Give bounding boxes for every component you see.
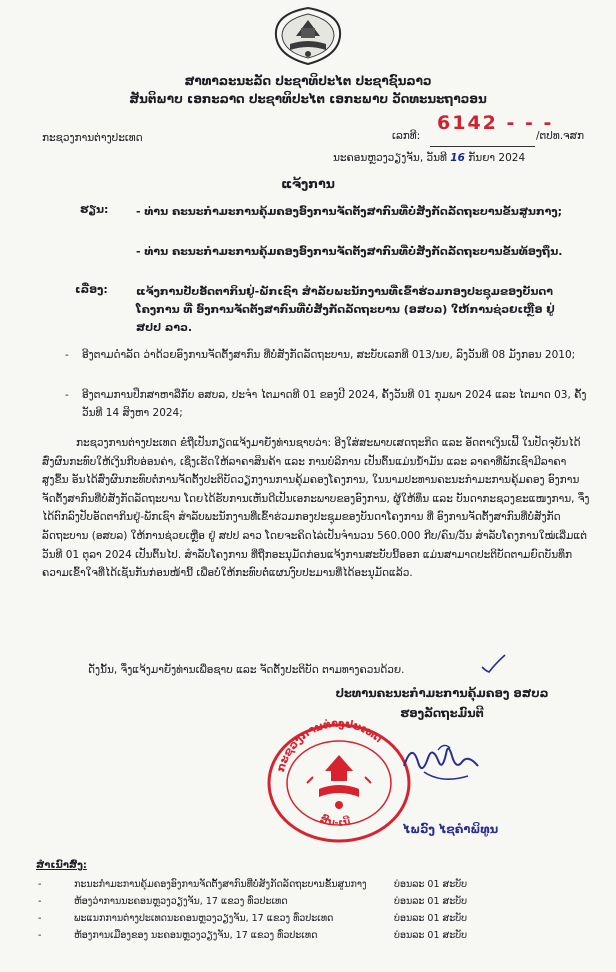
copy-count: ບ່ອນລະ 01 ສະບັບ <box>394 930 468 941</box>
document-number: 6142 - - - <box>437 112 554 134</box>
seal-text-bottom: ສົນ-ເນີ <box>318 814 352 829</box>
bullet-dash: - <box>65 389 69 401</box>
date-line <box>333 152 525 164</box>
copy-count: ບ່ອນລະ 01 ສະບັບ <box>394 879 468 890</box>
subject-label: ເລື່ອງ: <box>75 283 108 296</box>
country-name: ສາທາລະນະລັດ ປະຊາທິປະໄຕ ປະຊາຊົນລາວ <box>184 74 432 88</box>
bullet-dash: - <box>38 896 42 907</box>
number-label: ເລກທີ: <box>392 130 421 142</box>
seal-text-top: ກະຊວງການຕ່າງປະເທດ <box>274 717 385 774</box>
issuing-ministry: ກະຊວງການຕ່າງປະເທດ <box>42 132 143 144</box>
list-item <box>38 879 568 895</box>
signatory-title: ປະທານຄະນະກຳມະການຄຸ້ມຄອງ ອສບລ <box>335 686 549 700</box>
document-title: ແຈ້ງການ <box>281 176 335 191</box>
subject-text: ແຈ້ງການປັບອັດຕາກິນຢູ່-ພັກເຊົາ ສຳລັບພະນັກງານທີ່ເຂົ້າຮ່ວມກອງປະຊຸມຂອງບັນດາໂຄງການ ທີ່ ອົງການຈັດຕັ້ງສາກົນທີ່ບໍ່ສັງກັດລັດຖະບານ (ອສບລ) ໃຫ້ການຊ່ວຍເຫຼືອ ຢູ່ ສປປ ລາວ. <box>136 285 555 334</box>
copy-count: ບ່ອນລະ 01 ສະບັບ <box>394 896 468 907</box>
bullet-dash: - <box>38 930 42 941</box>
date-suffix: ກັນຍາ 2024 <box>468 152 526 164</box>
reference-item <box>65 346 597 364</box>
copies-to-title: ສຳເນົາສົ່ງ: <box>36 860 87 871</box>
national-motto: ສັນຕິພາບ ເອກະລາດ ປະຊາທິປະໄຕ ເອກະພາບ ວັດທະນະຖາວອນ <box>129 92 487 106</box>
recipient-name: ຫ້ອງວ່າການນະຄອນຫຼວງວຽງຈັນ, 17 ແຂວງ ທົ່ວປະເທດ <box>74 896 288 907</box>
to-recipient-1: - ທ່ານ ຄະນະກຳມະການຄຸ້ມຄອງອົງການຈັດຕັ້ງສາກົນທີ່ບໍ່ສັງກັດລັດຖະບານຂັ້ນສູນກາງ; <box>136 205 563 218</box>
checkmark-icon <box>480 653 506 673</box>
recipient-name: ພະແນກການຕ່າງປະເທດນະຄອນຫຼວງວຽງຈັນ, 17 ແຂວງ ທົ່ວປະເທດ <box>74 913 334 924</box>
reference-text: ອີງຕາມການປຶກສາຫາລືກັບ ອສບລ, ປະຈຳ ໄຕມາດທີ 01 ຂອງປີ 2024, ຄັ້ງວັນທີ 01 ກຸມພາ 2024 ແລະ ໄຕມາດ 03, ຄັ້ງວັນທີ 14 ສິງຫາ 2024; <box>82 389 587 419</box>
bullet-dash: - <box>65 349 69 361</box>
signatory-position: ຮອງລັດຖະມົນຕີ <box>400 706 484 720</box>
recipient-name: ຫ້ອງການເມືອງຂອງ ນະຄອນຫຼວງວຽງຈັນ, 17 ແຂວງ ທົ່ວປະເທດ <box>74 930 318 941</box>
bullet-dash: - <box>38 879 42 890</box>
list-item <box>38 930 568 946</box>
list-item <box>38 896 568 912</box>
date-prefix: ນະຄອນຫຼວງວຽງຈັນ, ວັນທີ <box>333 152 447 164</box>
date-day: 16 <box>450 152 465 164</box>
recipient-name: ກະນະກຳມະການຄຸ້ມຄອງອົງການຈັດຕັ້ງສາກົນທີ່ບໍ່ສັງກັດລັດຖະບານຂັ້ນສູນກາງ <box>74 879 367 890</box>
svg-text:ສົນ-ເນີ <box>318 811 352 829</box>
number-suffix: /ຕປທ.ຈສກ <box>536 130 585 142</box>
reference-item <box>65 386 597 422</box>
closing-sentence: ດັ່ງນັ້ນ, ຈຶ່ງແຈ້ງມາຍັງທ່ານເພື່ອຊາບ ແລະ ຈັດຕັ້ງປະຕິບັດ ຕາມທາງຄວນດ້ວຍ. <box>88 664 405 676</box>
official-seal-icon <box>263 717 416 845</box>
to-recipient-2: - ທ່ານ ຄະນະກຳມະການຄຸ້ມຄອງອົງການຈັດຕັ້ງສາກົນທີ່ບໍ່ສັງກັດລັດຖະບານຂັ້ນທ້ອງຖິ່ນ. <box>136 245 563 258</box>
signatory-name: ໄພວົງ ໄຊຄຳພິທູນ <box>403 822 499 836</box>
bullet-dash: - <box>38 913 42 924</box>
copy-count: ບ່ອນລະ 01 ສະບັບ <box>394 913 468 924</box>
body-paragraph: ກະຊວງການຕ່າງປະເທດ ຂໍຖືເປັນກຽດແຈ້ງມາຍັງທ່ານຊາບວ່າ: ອີງໃສ່ສະພາບເສດຖະກິດ ແລະ ອັດຕາເງິນເຟີ້ ໃນປັດຈຸບັນໄດ້ສົ່ງຜົນກະທົບໃຫ້ເງິນກີບອ່ອນຄ່າ, ເຊິ່ງເຮັດໃຫ້ລາຄາສິນຄ້າ ແລະ ການບໍລິການ ເປັນຕົ້ນແມ່ນນ້ຳມັນ ແລະ ລາຄາທີ່ພັກເຊົາມີລາຄາສູງຂຶ້ນ ອັນໄດ້ສົ່ງຜົນກະທົບຕໍ່ການຈັດຕັ້ງປະຕິບັດວຽກງານການຄຸ້ມຄອງໂຄງການ, ໃນນາມປະທານຄະນະກຳມະການຄຸ້ມຄອງ ອົງການຈັດຕັ້ງສາກົນທີ່ບໍ່ສັງກັດລັດຖະບານ ໂດຍໄດ້ຮັບການເຫັນດີເປັນເອກະພາບຂອງອົງການ, ຜູ້ໃຫ້ທຶນ ແລະ ບັນດາກະຊວງຂະແໜງການ, ຈຶ່ງໄດ້ຕົກລົງປັບອັດຕາກິນຢູ່-ພັກເຊົາ ສຳລັບພະນັກງານທີ່ເຂົ້າຮ່ວມກອງປະຊຸມຂອງບັນດາໂຄງການ ທີ່ ອົງການຈັດຕັ້ງສາກົນທີ່ບໍ່ສັງກັດລັດຖະບານ (ອສບລ) ໃຫ້ການຊ່ວຍເຫຼືອ ຢູ່ ສປປ ລາວ ໂດຍຈະຄິດໄລ່ເປັນຈຳນວນ 560.000 ກີບ/ຄົນ/ວັນ ສຳລັບໂຄງການໃໝ່ເລີ່ມແຕ່ວັນທີ 01 ຕຸລາ 2024 ເປັນຕົ້ນໄປ. ສຳລັບໂຄງການ ທີ່ຖືກອະນຸມັດກ່ອນແຈ້ງການສະບັບນີ້ອອກ ແມ່ນສາມາດປະຕິບັດຕາມຍົດບັນທຶກຄວາມເຂົ້າໃຈທີ່ໄດ້ເຊັນກັນກ່ອນໜ້ານີ້ ເພື່ອບໍ່ໃຫ້ກະທົບຕໍ່ແຜນງົບປະມານທີ່ໄດ້ອະນຸມັດແລ້ວ. <box>42 437 590 580</box>
number-underline <box>430 146 535 147</box>
list-item <box>38 913 568 929</box>
national-emblem-icon <box>268 6 348 66</box>
to-label: ຮຽນ: <box>80 203 109 216</box>
reference-text: ອີງຕາມດຳລັດ ວ່າດ້ວຍອົງການຈັດຕັ້ງສາກົນ ທີ່ບໍ່ສັງກັດລັດຖະບານ, ສະບັບເລກທີ 013/ນຍ, ລົງວັນທີ 08 ມັງກອນ 2010; <box>82 349 576 361</box>
svg-text:ກະຊວງການຕ່າງປະເທດ <box>274 717 385 773</box>
handwritten-signature-icon <box>398 732 486 790</box>
